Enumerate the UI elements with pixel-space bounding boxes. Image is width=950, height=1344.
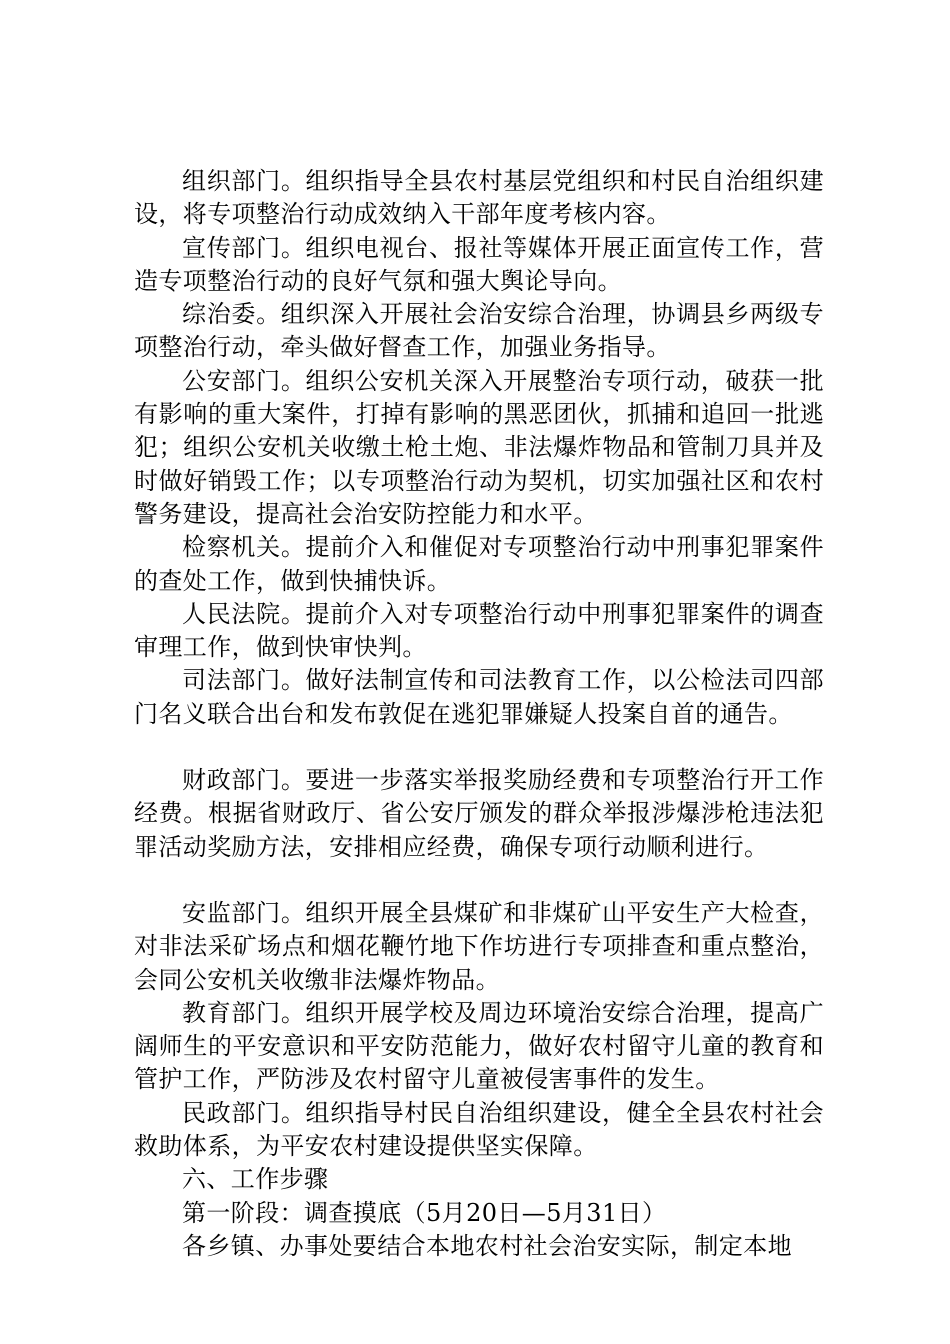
paragraph-stage-one-body: 各乡镇、办事处要结合本地农村社会治安实际，制定本地 (182, 1231, 792, 1260)
paragraph-organization-dept: 组织部门。组织指导全县农村基层党组织和村民自治组织建设，将专项整治行动成效纳入干部年度考核内容。 (134, 167, 824, 229)
paragraph-publicity-dept: 宣传部门。组织电视台、报社等媒体开展正面宣传工作，营造专项整治行动的良好气氛和强大舆论导向。 (134, 233, 824, 295)
paragraph-comprehensive-committee: 综治委。组织深入开展社会治安综合治理，协调县乡两级专项整治行动，牵头做好督查工作，加强业务指导。 (134, 300, 824, 362)
paragraph-peoples-court: 人民法院。提前介入对专项整治行动中刑事犯罪案件的调查审理工作，做到快审快判。 (134, 599, 824, 662)
paragraph-justice-dept: 司法部门。做好法制宣传和司法教育工作，以公检法司四部门名义联合出台和发布敦促在逃犯罪嫌疑人投案自首的通告。 (134, 666, 824, 728)
paragraph-civil-affairs-dept: 民政部门。组织指导村民自治组织建设，健全全县农村社会救助体系，为平安农村建设提供坚实保障。 (134, 1098, 824, 1161)
paragraph-public-security-dept: 公安部门。组织公安机关深入开展整治专项行动，破获一批有影响的重大案件，打掉有影响的黑恶团伙，抓捕和追回一批逃犯；组织公安机关收缴土枪土炮、非法爆炸物品和管制刀具并及时做好销毁工作；以专项整治行动为契机，切实加强社区和农村警务建设，提高社会治安防控能力和水平。 (134, 366, 824, 528)
paragraph-education-dept: 教育部门。组织开展学校及周边环境治安综合治理，提高广阔师生的平安意识和平安防范能力，做好农村留守儿童的教育和管护工作，严防涉及农村留守儿童被侵害事件的发生。 (134, 998, 824, 1094)
paragraph-procuratorate: 检察机关。提前介入和催促对专项整治行动中刑事犯罪案件的查处工作，做到快捕快诉。 (134, 533, 824, 595)
document-body (134, 165, 824, 1263)
paragraph-finance-dept: 财政部门。要进一步落实举报奖励经费和专项整治行开工作经费。根据省财政厅、省公安厅颁发的群众举报涉爆涉枪违法犯罪活动奖励方法，安排相应经费，确保专项行动顺利进行。 (134, 766, 824, 861)
paragraph-safety-supervision-dept: 安监部门。组织开展全县煤矿和非煤矿山平安生产大检查，对非法采矿场点和烟花鞭竹地下作坊进行专项排查和重点整治，会同公安机关收缴非法爆炸物品。 (134, 898, 824, 994)
stage-one-heading: 第一阶段：调查摸底（5月20日—5月31日） (182, 1198, 667, 1227)
section-heading-work-steps: 六、工作步骤 (182, 1165, 329, 1194)
